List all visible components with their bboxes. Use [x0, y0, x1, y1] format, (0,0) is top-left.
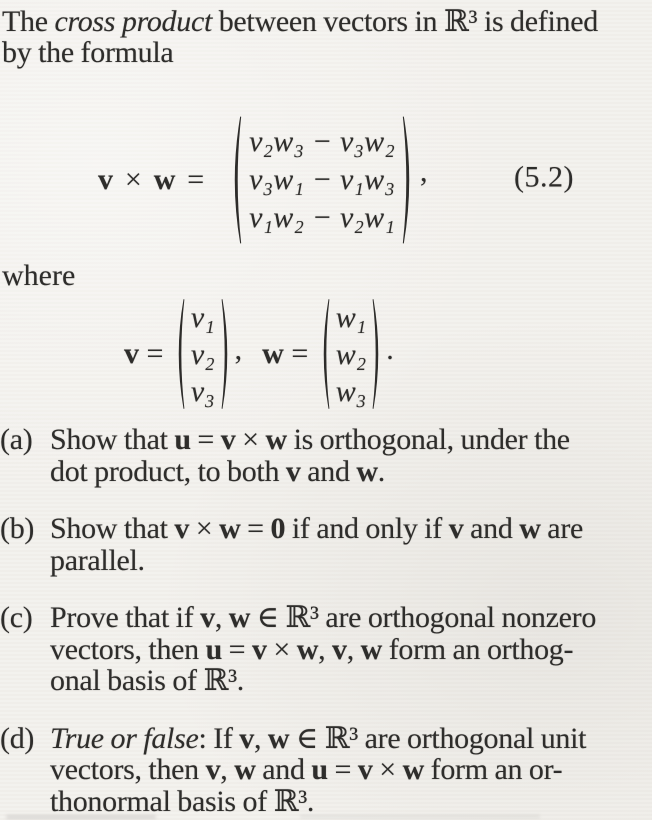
equation-number: (5.2) — [514, 160, 574, 194]
problem-text — [50, 513, 652, 576]
problem-line: parallel. — [50, 543, 145, 577]
matrix-close-paren — [220, 297, 235, 411]
problem-text — [50, 602, 652, 697]
vector-v-column — [191, 299, 215, 410]
vector-v-entry-2: v₂ — [190, 337, 215, 371]
matrix-row-3: v₁w₂ − v₂w₁ — [249, 201, 395, 234]
separator-comma: , — [234, 333, 243, 366]
equals-sign: = — [175, 163, 217, 196]
problem-item-c — [0, 602, 652, 697]
matrix-close-paren — [401, 114, 418, 246]
equation-lhs — [98, 163, 216, 197]
problem-item-d — [0, 723, 652, 818]
vector-v-symbol: v — [124, 337, 139, 370]
equals-sign: = — [283, 337, 316, 370]
vector-w-entry-1: w₁ — [335, 300, 367, 334]
problem-line: dot product, to both v and w. — [50, 454, 385, 488]
vector-w-symbol: w — [262, 337, 284, 370]
matrix-open-paren — [226, 114, 243, 246]
vector-v-entry-1: v₁ — [190, 300, 215, 334]
equation-trailing-comma: , — [419, 155, 428, 188]
problem-item-b — [0, 513, 652, 576]
cross-product-term: cross product — [54, 5, 212, 38]
true-or-false-phrase: True or false — [50, 721, 199, 755]
vector-w-entry-2: w₂ — [335, 337, 367, 371]
equals-sign: = — [139, 337, 171, 370]
problem-line: onal basis of ℝ³. — [50, 664, 244, 697]
matrix-row-1: v₂w₃ − v₃w₂ — [249, 125, 395, 158]
sentence-period: . — [386, 333, 394, 366]
problem-list — [0, 424, 652, 817]
problem-line: Show that v × w = 0 if and only if v and w are — [50, 512, 584, 545]
problem-label: (b) — [0, 512, 35, 545]
matrix-close-paren — [371, 297, 386, 411]
intro-text: by the formula — [2, 36, 174, 69]
vector-w-entry-3: w₃ — [335, 374, 367, 408]
vector-v-symbol: v — [98, 163, 114, 196]
problem-label: (c) — [0, 601, 33, 634]
vector-definitions-equation — [0, 298, 652, 410]
matrix-open-paren — [171, 297, 186, 411]
intro-text: The — [2, 5, 55, 38]
problem-item-a — [0, 424, 652, 487]
scan-smudge — [6, 815, 156, 819]
problem-line: Show that u = v × w is orthogonal, under the — [50, 423, 570, 456]
problem-label: (d) — [0, 721, 35, 755]
vector-w-definition — [262, 297, 394, 411]
vector-w-symbol: w — [153, 163, 176, 196]
vector-v-definition — [124, 297, 242, 411]
cross-product-matrix — [226, 114, 418, 246]
matrix-open-paren — [316, 297, 331, 411]
where-label: where — [2, 259, 76, 292]
problem-line: thonormal basis of ℝ³. — [50, 784, 315, 818]
scan-smudge — [300, 815, 540, 818]
problem-label: (a) — [0, 423, 33, 456]
equation-5-2 — [0, 112, 652, 248]
problem-line: True or false: If v, w ∈ ℝ³ are orthogonal unit — [50, 721, 587, 755]
vector-w-column — [336, 299, 366, 410]
times-operator: × — [113, 163, 154, 196]
intro-text: between vectors in ℝ³ is defined — [212, 5, 598, 38]
problem-line: vectors, then u = v × w, v, w form an orthog- — [50, 632, 574, 666]
problem-text — [50, 424, 652, 487]
vector-v-entry-3: v₃ — [190, 374, 215, 408]
intro-paragraph — [0, 0, 652, 68]
problem-line: Prove that if v, w ∈ ℝ³ are orthogonal nonzero — [50, 601, 597, 634]
problem-text — [50, 723, 652, 818]
intro-line-1 — [2, 6, 652, 37]
intro-line-2 — [2, 37, 652, 68]
problem-line: vectors, then v, w and u = v × w form an or- — [50, 753, 563, 786]
matrix-column — [249, 123, 395, 237]
matrix-row-2: v₃w₁ − v₁w₃ — [249, 163, 395, 196]
